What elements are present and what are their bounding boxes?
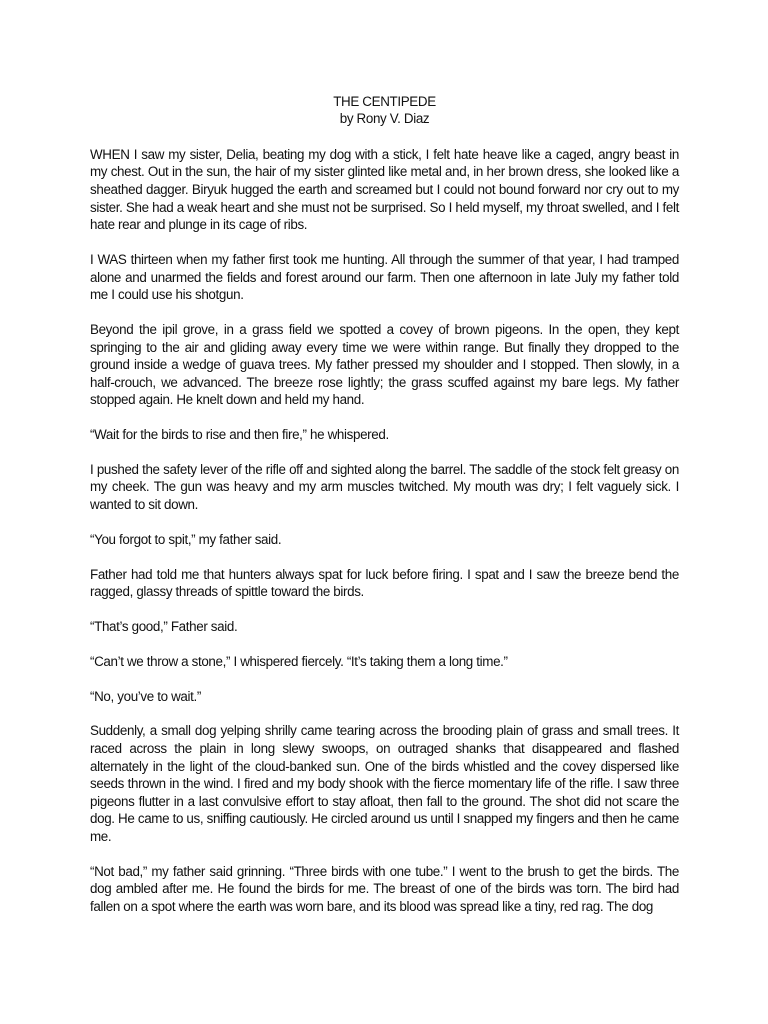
title-block bbox=[90, 93, 679, 128]
paragraph-10: “No, you’ve to wait.” bbox=[90, 688, 201, 704]
paragraph-4: “Wait for the birds to rise and then fire,” he whispered. bbox=[90, 427, 389, 443]
paragraph-8: “That’s good,” Father said. bbox=[90, 619, 238, 634]
paragraph-2: I WAS thirteen when my father first took me hunting. All through the summer of that year, I had tramped alone and unarmed the fields and forest around our farm. Then one afternoon in late July my father told me I could use his shotgun. bbox=[90, 251, 679, 303]
paragraph-3: Beyond the ipil grove, in a grass field we spotted a covey of brown pigeons. In the open, they kept springing to the air and gliding away every time we were within range. But finally they dropped to the ground inside a wedge of guava trees. My father pressed my shoulder and I stopped. Then slowly, in a half-crouch, we advanced. The breeze rose lightly; the grass scuffed against my bare legs. My father stopped again. He knelt down and held my hand. bbox=[90, 321, 679, 408]
story-title: THE CENTIPEDE bbox=[333, 94, 436, 109]
story-byline: by Rony V. Diaz bbox=[339, 111, 430, 127]
paragraph-12: “Not bad,” my father said grinning. “Three birds with one tube.” I went to the brush to get the birds. The dog ambled after me. He found the birds for me. The breast of one of the birds was torn. The bird had fallen on a spot where the earth was worn bare, and its blood was spread like a tiny, red rag. The dog bbox=[90, 863, 679, 914]
paragraph-9: “Can’t we throw a stone,” I whispered fiercely. “It’s taking them a long time.” bbox=[90, 653, 508, 669]
paragraph-11: Suddenly, a small dog yelping shrilly came tearing across the brooding plain of grass and small trees. It raced across the plain in long slewy swoops, on outraged shanks that disappeared and flashed alternately in the light of the cloud-banked sun. One of the birds whistled and the covey dispersed like seeds thrown in the wind. I fired and my body shook with the fierce momentary life of the rifle. I saw three pigeons flutter in a last convulsive effort to stay afloat, then fall to the ground. The shot did not scare the dog. He came to us, sniffing cautiously. He circled around us until I snapped my fingers and then he came me. bbox=[90, 723, 679, 844]
paragraph-7: Father had told me that hunters always spat for luck before firing. I spat and I saw the breeze bend the ragged, glassy threads of spittle toward the birds. bbox=[90, 566, 679, 600]
paragraph-1: WHEN I saw my sister, Delia, beating my dog with a stick, I felt hate heave like a caged, angry beast in my chest. Out in the sun, the hair of my sister glinted like metal and, in her brown dress, she looked like a sheathed dagger. Biryuk hugged the earth and screamed but I could not bound forward nor cry out to my sister. She had a weak heart and she must not be surprised. So I held myself, my throat swelled, and I felt hate rear and plunge in its cage of ribs. bbox=[90, 146, 679, 233]
paragraph-6: “You forgot to spit,” my father said. bbox=[90, 531, 282, 547]
paragraph-5: I pushed the safety lever of the rifle off and sighted along the barrel. The saddle of the stock felt greasy on my cheek. The gun was heavy and my arm muscles twitched. My mouth was dry; I felt vaguely sick. I wanted to sit down. bbox=[90, 461, 679, 513]
document-page bbox=[90, 93, 679, 933]
